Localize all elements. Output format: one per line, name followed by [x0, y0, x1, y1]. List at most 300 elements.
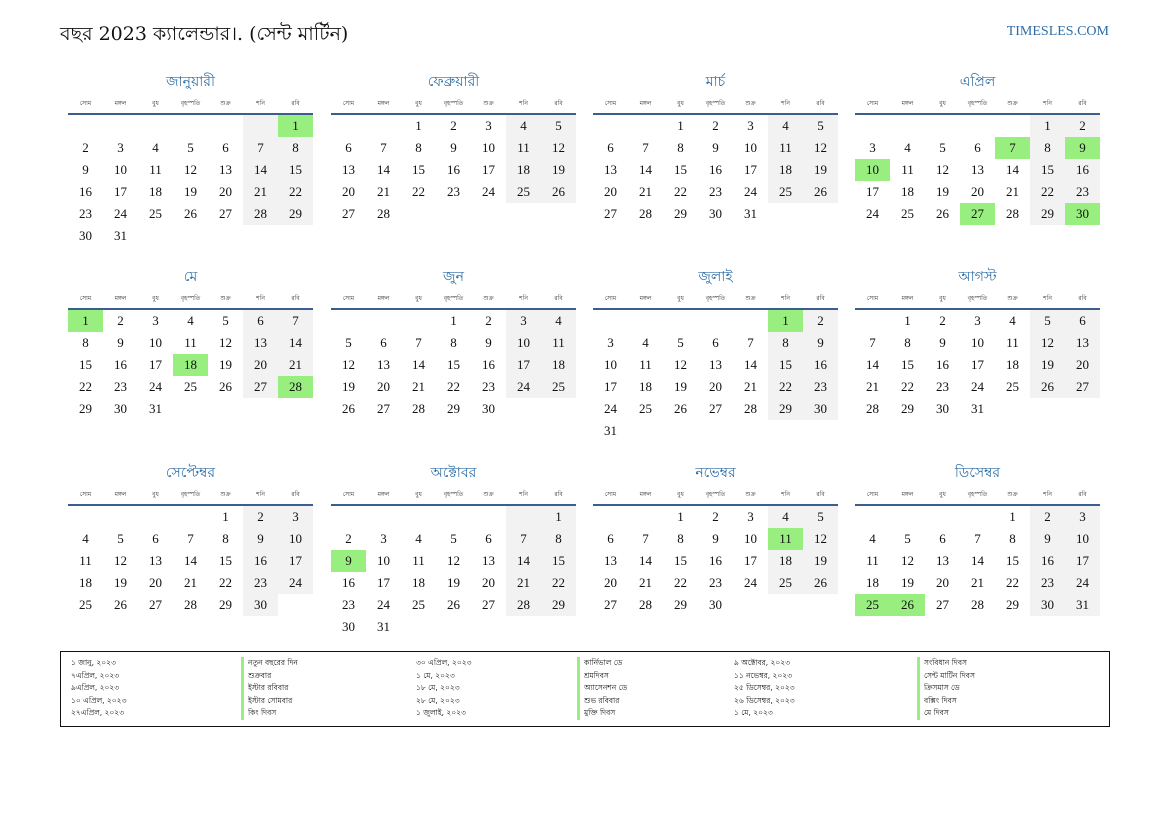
day-cell[interactable]: 17 — [482, 162, 495, 177]
day-cell[interactable]: 5 — [1030, 310, 1065, 332]
day-cell[interactable]: 14 — [184, 553, 197, 568]
day-cell[interactable]: 22 — [447, 379, 460, 394]
day-cell[interactable]: 23 — [1030, 572, 1065, 594]
day-cell[interactable]: 19 — [219, 357, 232, 372]
day-cell[interactable]: 10 — [278, 528, 313, 550]
day-cell[interactable]: 20 — [936, 575, 949, 590]
day-cell[interactable]: 7 — [380, 140, 387, 155]
day-cell[interactable]: 27 — [149, 597, 162, 612]
day-cell[interactable]: 27 — [1065, 376, 1100, 398]
day-cell[interactable]: 1 — [68, 310, 103, 332]
day-cell[interactable]: 23 — [482, 379, 495, 394]
day-cell[interactable]: 21 — [639, 184, 652, 199]
day-cell[interactable]: 17 — [377, 575, 390, 590]
day-cell[interactable]: 11 — [901, 162, 914, 177]
day-cell[interactable]: 15 — [447, 357, 460, 372]
day-cell[interactable]: 6 — [1065, 310, 1100, 332]
day-cell[interactable]: 7 — [415, 335, 422, 350]
day-cell[interactable]: 11 — [768, 137, 803, 159]
day-cell[interactable]: 16 — [447, 162, 460, 177]
day-cell[interactable]: 21 — [377, 184, 390, 199]
day-cell[interactable]: 8 — [1030, 137, 1065, 159]
day-cell[interactable]: 2 — [1065, 115, 1100, 137]
day-cell[interactable]: 24 — [149, 379, 162, 394]
day-cell[interactable]: 25 — [79, 597, 92, 612]
day-cell[interactable]: 27 — [482, 597, 495, 612]
day-cell[interactable]: 17 — [744, 162, 757, 177]
day-cell[interactable]: 26 — [114, 597, 127, 612]
day-cell[interactable]: 8 — [415, 140, 422, 155]
day-cell[interactable]: 1 — [541, 506, 576, 528]
day-cell[interactable]: 19 — [901, 575, 914, 590]
day-cell[interactable]: 16 — [79, 184, 92, 199]
day-cell[interactable]: 21 — [506, 572, 541, 594]
day-cell[interactable]: 28 — [744, 401, 757, 416]
day-cell[interactable]: 14 — [377, 162, 390, 177]
day-cell[interactable]: 30 — [79, 228, 92, 243]
day-cell[interactable]: 28 — [639, 597, 652, 612]
day-cell[interactable]: 11 — [149, 162, 162, 177]
day-cell[interactable]: 12 — [936, 162, 949, 177]
day-cell[interactable]: 13 — [342, 162, 355, 177]
day-cell[interactable]: 22 — [674, 575, 687, 590]
day-cell[interactable]: 19 — [1030, 354, 1065, 376]
day-cell[interactable]: 11 — [79, 553, 92, 568]
day-cell[interactable]: 23 — [114, 379, 127, 394]
day-cell[interactable]: 4 — [642, 335, 649, 350]
day-cell[interactable]: 11 — [639, 357, 652, 372]
day-cell[interactable]: 27 — [243, 376, 278, 398]
day-cell[interactable]: 6 — [607, 140, 614, 155]
day-cell[interactable]: 27 — [604, 206, 617, 221]
day-cell[interactable]: 16 — [1030, 550, 1065, 572]
day-cell[interactable]: 8 — [82, 335, 89, 350]
day-cell[interactable]: 14 — [278, 332, 313, 354]
day-cell[interactable]: 9 — [1030, 528, 1065, 550]
day-cell[interactable]: 12 — [184, 162, 197, 177]
day-cell[interactable]: 19 — [803, 550, 838, 572]
day-cell[interactable]: 25 — [506, 181, 541, 203]
day-cell[interactable]: 18 — [639, 379, 652, 394]
day-cell[interactable]: 26 — [541, 181, 576, 203]
day-cell[interactable]: 5 — [117, 531, 124, 546]
day-cell[interactable]: 22 — [278, 181, 313, 203]
day-cell[interactable]: 15 — [674, 162, 687, 177]
day-cell[interactable]: 16 — [709, 162, 722, 177]
day-cell[interactable]: 25 — [541, 376, 576, 398]
day-cell[interactable]: 17 — [114, 184, 127, 199]
day-cell[interactable]: 31 — [149, 401, 162, 416]
day-cell[interactable]: 11 — [412, 553, 425, 568]
day-cell[interactable]: 30 — [936, 401, 949, 416]
day-cell[interactable]: 24 — [744, 575, 757, 590]
day-cell[interactable]: 8 — [768, 332, 803, 354]
day-cell[interactable]: 2 — [712, 118, 719, 133]
day-cell[interactable]: 6 — [939, 531, 946, 546]
day-cell[interactable]: 22 — [768, 376, 803, 398]
day-cell[interactable]: 28 — [412, 401, 425, 416]
day-cell[interactable]: 15 — [219, 553, 232, 568]
day-cell[interactable]: 8 — [222, 531, 229, 546]
day-cell[interactable]: 13 — [219, 162, 232, 177]
day-cell[interactable]: 2 — [485, 313, 492, 328]
day-cell[interactable]: 9 — [117, 335, 124, 350]
day-cell[interactable]: 12 — [114, 553, 127, 568]
day-cell[interactable]: 2 — [345, 531, 352, 546]
day-cell[interactable]: 12 — [803, 528, 838, 550]
day-cell[interactable]: 30 — [1065, 203, 1100, 225]
day-cell[interactable]: 27 — [709, 401, 722, 416]
day-cell[interactable]: 13 — [604, 162, 617, 177]
day-cell[interactable]: 21 — [744, 379, 757, 394]
day-cell[interactable]: 7 — [278, 310, 313, 332]
day-cell[interactable]: 24 — [506, 376, 541, 398]
day-cell[interactable]: 8 — [450, 335, 457, 350]
day-cell[interactable]: 28 — [506, 594, 541, 616]
day-cell[interactable]: 22 — [1006, 575, 1019, 590]
day-cell[interactable]: 18 — [768, 550, 803, 572]
day-cell[interactable]: 18 — [1006, 357, 1019, 372]
day-cell[interactable]: 4 — [1009, 313, 1016, 328]
day-cell[interactable]: 19 — [184, 184, 197, 199]
day-cell[interactable]: 20 — [243, 354, 278, 376]
day-cell[interactable]: 9 — [1065, 137, 1100, 159]
day-cell[interactable]: 25 — [639, 401, 652, 416]
day-cell[interactable]: 31 — [114, 228, 127, 243]
day-cell[interactable]: 1 — [222, 509, 229, 524]
day-cell[interactable]: 23 — [1065, 181, 1100, 203]
day-cell[interactable]: 20 — [604, 184, 617, 199]
day-cell[interactable]: 10 — [377, 553, 390, 568]
day-cell[interactable]: 24 — [604, 401, 617, 416]
day-cell[interactable]: 16 — [482, 357, 495, 372]
day-cell[interactable]: 22 — [1030, 181, 1065, 203]
day-cell[interactable]: 24 — [971, 379, 984, 394]
day-cell[interactable]: 20 — [709, 379, 722, 394]
day-cell[interactable]: 30 — [803, 398, 838, 420]
day-cell[interactable]: 24 — [482, 184, 495, 199]
day-cell[interactable]: 16 — [114, 357, 127, 372]
day-cell[interactable]: 19 — [541, 159, 576, 181]
day-cell[interactable]: 30 — [243, 594, 278, 616]
day-cell[interactable]: 4 — [82, 531, 89, 546]
day-cell[interactable]: 20 — [149, 575, 162, 590]
day-cell[interactable]: 4 — [768, 115, 803, 137]
day-cell[interactable]: 25 — [855, 594, 890, 616]
day-cell[interactable]: 24 — [744, 184, 757, 199]
day-cell[interactable]: 7 — [506, 528, 541, 550]
day-cell[interactable]: 18 — [768, 159, 803, 181]
day-cell[interactable]: 27 — [936, 597, 949, 612]
day-cell[interactable]: 22 — [901, 379, 914, 394]
day-cell[interactable]: 3 — [506, 310, 541, 332]
day-cell[interactable]: 5 — [222, 313, 229, 328]
day-cell[interactable]: 26 — [447, 597, 460, 612]
day-cell[interactable]: 12 — [674, 357, 687, 372]
day-cell[interactable]: 5 — [803, 506, 838, 528]
day-cell[interactable]: 15 — [901, 357, 914, 372]
day-cell[interactable]: 1 — [450, 313, 457, 328]
day-cell[interactable]: 30 — [482, 401, 495, 416]
day-cell[interactable]: 6 — [607, 531, 614, 546]
day-cell[interactable]: 7 — [642, 531, 649, 546]
day-cell[interactable]: 3 — [869, 140, 876, 155]
day-cell[interactable]: 25 — [412, 597, 425, 612]
day-cell[interactable]: 5 — [541, 115, 576, 137]
day-cell[interactable]: 16 — [709, 553, 722, 568]
day-cell[interactable]: 10 — [744, 531, 757, 546]
day-cell[interactable]: 6 — [380, 335, 387, 350]
day-cell[interactable]: 16 — [1065, 159, 1100, 181]
day-cell[interactable]: 21 — [278, 354, 313, 376]
day-cell[interactable]: 2 — [712, 509, 719, 524]
day-cell[interactable]: 25 — [184, 379, 197, 394]
day-cell[interactable]: 6 — [222, 140, 229, 155]
day-cell[interactable]: 7 — [974, 531, 981, 546]
day-cell[interactable]: 23 — [79, 206, 92, 221]
day-cell[interactable]: 11 — [184, 335, 197, 350]
day-cell[interactable]: 11 — [1006, 335, 1019, 350]
day-cell[interactable]: 20 — [971, 184, 984, 199]
day-cell[interactable]: 13 — [971, 162, 984, 177]
day-cell[interactable]: 21 — [866, 379, 879, 394]
day-cell[interactable]: 10 — [971, 335, 984, 350]
day-cell[interactable]: 20 — [604, 575, 617, 590]
day-cell[interactable]: 2 — [1030, 506, 1065, 528]
day-cell[interactable]: 26 — [342, 401, 355, 416]
day-cell[interactable]: 10 — [114, 162, 127, 177]
day-cell[interactable]: 4 — [541, 310, 576, 332]
day-cell[interactable]: 17 — [866, 184, 879, 199]
day-cell[interactable]: 7 — [747, 335, 754, 350]
day-cell[interactable]: 3 — [974, 313, 981, 328]
day-cell[interactable]: 28 — [1006, 206, 1019, 221]
day-cell[interactable]: 4 — [904, 140, 911, 155]
day-cell[interactable]: 21 — [1006, 184, 1019, 199]
day-cell[interactable]: 21 — [971, 575, 984, 590]
day-cell[interactable]: 28 — [377, 206, 390, 221]
day-cell[interactable]: 29 — [901, 401, 914, 416]
day-cell[interactable]: 14 — [506, 550, 541, 572]
day-cell[interactable]: 16 — [803, 354, 838, 376]
day-cell[interactable]: 13 — [604, 553, 617, 568]
day-cell[interactable]: 17 — [278, 550, 313, 572]
day-cell[interactable]: 2 — [939, 313, 946, 328]
day-cell[interactable]: 3 — [747, 509, 754, 524]
day-cell[interactable]: 29 — [447, 401, 460, 416]
day-cell[interactable]: 3 — [278, 506, 313, 528]
day-cell[interactable]: 15 — [412, 162, 425, 177]
day-cell[interactable]: 6 — [974, 140, 981, 155]
day-cell[interactable]: 28 — [243, 203, 278, 225]
day-cell[interactable]: 26 — [803, 181, 838, 203]
day-cell[interactable]: 1 — [904, 313, 911, 328]
day-cell[interactable]: 12 — [1030, 332, 1065, 354]
day-cell[interactable]: 27 — [960, 203, 995, 225]
day-cell[interactable]: 8 — [677, 140, 684, 155]
day-cell[interactable]: 4 — [187, 313, 194, 328]
day-cell[interactable]: 12 — [803, 137, 838, 159]
day-cell[interactable]: 4 — [152, 140, 159, 155]
day-cell[interactable]: 6 — [152, 531, 159, 546]
day-cell[interactable]: 23 — [243, 572, 278, 594]
day-cell[interactable]: 15 — [1030, 159, 1065, 181]
day-cell[interactable]: 14 — [243, 159, 278, 181]
day-cell[interactable]: 10 — [744, 140, 757, 155]
day-cell[interactable]: 28 — [971, 597, 984, 612]
day-cell[interactable]: 14 — [866, 357, 879, 372]
day-cell[interactable]: 10 — [149, 335, 162, 350]
day-cell[interactable]: 9 — [331, 550, 366, 572]
day-cell[interactable]: 9 — [485, 335, 492, 350]
day-cell[interactable]: 18 — [506, 159, 541, 181]
day-cell[interactable]: 15 — [674, 553, 687, 568]
day-cell[interactable]: 30 — [709, 597, 722, 612]
day-cell[interactable]: 8 — [1009, 531, 1016, 546]
day-cell[interactable]: 15 — [278, 159, 313, 181]
day-cell[interactable]: 26 — [219, 379, 232, 394]
day-cell[interactable]: 8 — [278, 137, 313, 159]
day-cell[interactable]: 19 — [674, 379, 687, 394]
day-cell[interactable]: 3 — [152, 313, 159, 328]
day-cell[interactable]: 24 — [866, 206, 879, 221]
day-cell[interactable]: 12 — [219, 335, 232, 350]
day-cell[interactable]: 14 — [639, 162, 652, 177]
day-cell[interactable]: 24 — [1065, 572, 1100, 594]
day-cell[interactable]: 1 — [1009, 509, 1016, 524]
day-cell[interactable]: 26 — [674, 401, 687, 416]
day-cell[interactable]: 3 — [117, 140, 124, 155]
day-cell[interactable]: 26 — [890, 594, 925, 616]
day-cell[interactable]: 10 — [855, 159, 890, 181]
day-cell[interactable]: 11 — [768, 528, 803, 550]
day-cell[interactable]: 6 — [345, 140, 352, 155]
day-cell[interactable]: 5 — [904, 531, 911, 546]
day-cell[interactable]: 21 — [412, 379, 425, 394]
day-cell[interactable]: 31 — [1065, 594, 1100, 616]
day-cell[interactable]: 23 — [803, 376, 838, 398]
day-cell[interactable]: 13 — [1065, 332, 1100, 354]
day-cell[interactable]: 2 — [117, 313, 124, 328]
day-cell[interactable]: 10 — [506, 332, 541, 354]
day-cell[interactable]: 2 — [82, 140, 89, 155]
day-cell[interactable]: 8 — [677, 531, 684, 546]
day-cell[interactable]: 3 — [1065, 506, 1100, 528]
day-cell[interactable]: 19 — [936, 184, 949, 199]
day-cell[interactable]: 19 — [114, 575, 127, 590]
day-cell[interactable]: 15 — [79, 357, 92, 372]
day-cell[interactable]: 14 — [971, 553, 984, 568]
day-cell[interactable]: 12 — [901, 553, 914, 568]
day-cell[interactable]: 11 — [506, 137, 541, 159]
day-cell[interactable]: 23 — [709, 184, 722, 199]
day-cell[interactable]: 9 — [803, 332, 838, 354]
day-cell[interactable]: 18 — [866, 575, 879, 590]
day-cell[interactable]: 18 — [79, 575, 92, 590]
day-cell[interactable]: 6 — [243, 310, 278, 332]
day-cell[interactable]: 17 — [149, 357, 162, 372]
day-cell[interactable]: 17 — [1065, 550, 1100, 572]
day-cell[interactable]: 13 — [936, 553, 949, 568]
day-cell[interactable]: 29 — [219, 597, 232, 612]
day-cell[interactable]: 20 — [342, 184, 355, 199]
day-cell[interactable]: 23 — [342, 597, 355, 612]
day-cell[interactable]: 5 — [450, 531, 457, 546]
day-cell[interactable]: 19 — [803, 159, 838, 181]
day-cell[interactable]: 1 — [278, 115, 313, 137]
day-cell[interactable]: 5 — [677, 335, 684, 350]
day-cell[interactable]: 20 — [219, 184, 232, 199]
day-cell[interactable]: 11 — [541, 332, 576, 354]
day-cell[interactable]: 14 — [639, 553, 652, 568]
day-cell[interactable]: 18 — [173, 354, 208, 376]
day-cell[interactable]: 22 — [219, 575, 232, 590]
day-cell[interactable]: 9 — [82, 162, 89, 177]
day-cell[interactable]: 5 — [803, 115, 838, 137]
day-cell[interactable]: 21 — [243, 181, 278, 203]
day-cell[interactable]: 10 — [482, 140, 495, 155]
day-cell[interactable]: 8 — [541, 528, 576, 550]
day-cell[interactable]: 12 — [447, 553, 460, 568]
day-cell[interactable]: 28 — [184, 597, 197, 612]
day-cell[interactable]: 29 — [1006, 597, 1019, 612]
day-cell[interactable]: 21 — [639, 575, 652, 590]
day-cell[interactable]: 2 — [243, 506, 278, 528]
day-cell[interactable]: 19 — [342, 379, 355, 394]
day-cell[interactable]: 18 — [149, 184, 162, 199]
day-cell[interactable]: 13 — [709, 357, 722, 372]
day-cell[interactable]: 8 — [904, 335, 911, 350]
day-cell[interactable]: 9 — [712, 531, 719, 546]
day-cell[interactable]: 9 — [712, 140, 719, 155]
day-cell[interactable]: 4 — [415, 531, 422, 546]
day-cell[interactable]: 1 — [415, 118, 422, 133]
day-cell[interactable]: 13 — [243, 332, 278, 354]
day-cell[interactable]: 25 — [901, 206, 914, 221]
day-cell[interactable]: 29 — [768, 398, 803, 420]
day-cell[interactable]: 2 — [803, 310, 838, 332]
day-cell[interactable]: 26 — [803, 572, 838, 594]
day-cell[interactable]: 13 — [482, 553, 495, 568]
day-cell[interactable]: 31 — [377, 619, 390, 634]
day-cell[interactable]: 29 — [674, 206, 687, 221]
day-cell[interactable]: 27 — [377, 401, 390, 416]
day-cell[interactable]: 10 — [604, 357, 617, 372]
day-cell[interactable]: 27 — [219, 206, 232, 221]
day-cell[interactable]: 9 — [939, 335, 946, 350]
day-cell[interactable]: 21 — [184, 575, 197, 590]
day-cell[interactable]: 6 — [712, 335, 719, 350]
day-cell[interactable]: 16 — [243, 550, 278, 572]
day-cell[interactable]: 25 — [768, 181, 803, 203]
day-cell[interactable]: 2 — [450, 118, 457, 133]
day-cell[interactable]: 6 — [485, 531, 492, 546]
day-cell[interactable]: 18 — [412, 575, 425, 590]
day-cell[interactable]: 28 — [866, 401, 879, 416]
day-cell[interactable]: 30 — [342, 619, 355, 634]
day-cell[interactable]: 20 — [482, 575, 495, 590]
day-cell[interactable]: 4 — [506, 115, 541, 137]
day-cell[interactable]: 25 — [149, 206, 162, 221]
day-cell[interactable]: 22 — [79, 379, 92, 394]
day-cell[interactable]: 29 — [79, 401, 92, 416]
day-cell[interactable]: 22 — [674, 184, 687, 199]
day-cell[interactable]: 7 — [187, 531, 194, 546]
day-cell[interactable]: 28 — [278, 376, 313, 398]
day-cell[interactable]: 5 — [187, 140, 194, 155]
day-cell[interactable]: 23 — [447, 184, 460, 199]
day-cell[interactable]: 15 — [768, 354, 803, 376]
